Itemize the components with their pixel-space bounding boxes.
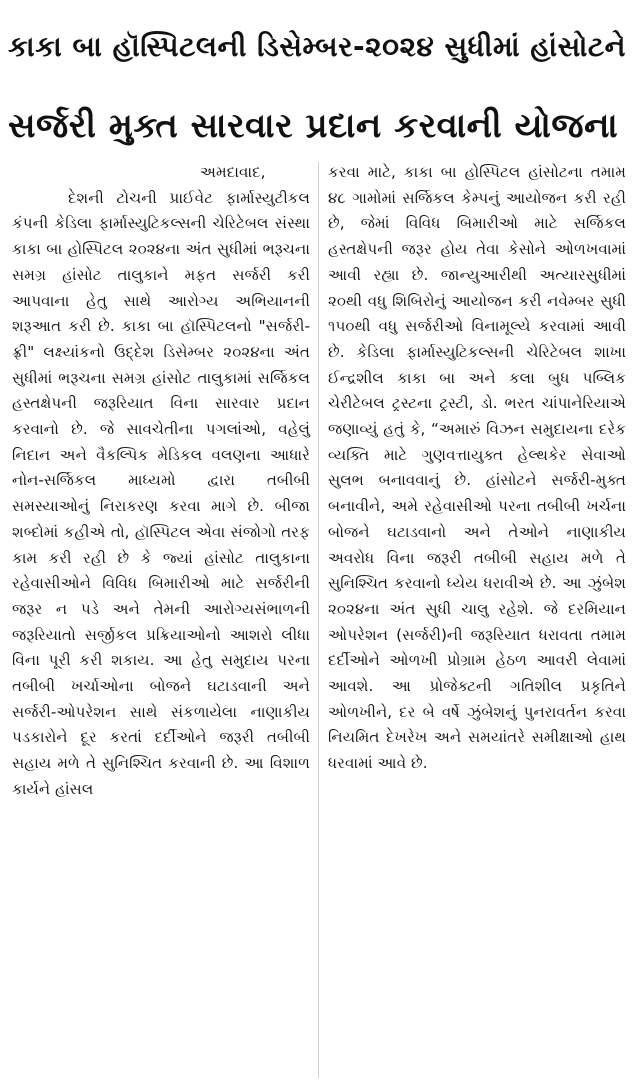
headline-line-2: સર્જરી મુક્ત સારવાર પ્રદાન કરવાની યોજના (8, 106, 619, 146)
headline-line-1: કાકા બા હૉસ્પિટલની ડિસેમ્બર-૨૦૨૪ સુધીમાં હાંસોટને (8, 30, 626, 63)
column-divider (318, 162, 319, 1078)
article-body-right: કરવા માટે, કાકા બા હોસ્પિટલ હાંસોટના તમામ ૪૮ ગામોમાં સર્જિકલ કેમ્પનું આયોજન કરી રહી છે, જેમાં વિવિધ બિમારીઓ માટે સર્જિકલ હસ્તક્ષેપની જરૂર હોય તેવા કેસોને ઓળખવામાં આવી રહ્યા છે. જાન્યુઆરીથી અત્યારસુધીમાં ૨૦થી વધુ શિબિરોનું આયોજન કરી નવેમ્બર સુધી ૧૫૦થી વધુ સર્જરીઓ વિનામૂલ્યે કરવામાં આવી છે. કેડિલા ફાર્માસ્યુટિકલ્સની ચેરિટેબલ શાખા ઈન્દ્રશીલ કાકા બા અને કલા બુધ પબ્લિક ચેરીટેબલ ટ્રસ્ટના ટ્રસ્ટી, ડો. ભરત ચાંપાનેરિયાએ જણાવ્યું હતું કે, “અમારું વિઝન સમુદાયના દરેક વ્યક્તિ માટે ગુણવત્તાયુક્ત હેલ્થકેર સેવાઓ સુલભ બનાવવાનું છે. હાંસોટને સર્જરી-મુક્ત બનાવીને, અમે રહેવાસીઓ પરના તબીબી ખર્ચના બોજને ઘટાડવાનો અને તેઓને નાણાકીય અવરોધ વિના જરૂરી તબીબી સહાય મળે તે સુનિશ્ચિત કરવાનો ધ્યેય ધરાવીએ છે. આ ઝુંબેશ ૨૦૨૪ના અંત સુધી ચાલુ રહેશે. જે દરમિયાન ઓપરેશન (સર્જરી)ની જરૂરિયાત ધરાવતા તમામ દર્દીઓને ઓળખી પ્રોગ્રામ હેઠળ આવરી લેવામાં આવશે. આ પ્રોજેક્ટની ગતિશીલ પ્રકૃતિને ઓળખીને, દર બે વર્ષે ઝુંબેશનું પુનરાવર્તન કરવા નિયમિત દેખરેખ અને સમયાંતરે સમીક્ષાઓ હાથ ધરવામાં આવે છે. (328, 163, 626, 773)
article-body-left: દેશની ટોચની પ્રાઈવેટ ફાર્માસ્યુટીકલ કંપની કેડિલા ફાર્માસ્યુટિકલ્સની ચેરિટેબલ સંસ્થા કાકા બા હોસ્પિટલ ૨૦૨૪ના અંત સુધીમાં ભરૂચના સમગ્ર હાંસોટ તાલુકાને મફત સર્જરી કરી આપવાના હેતુ સાથે આરોગ્ય અભિયાનની શરૂઆત કરી છે. કાકા બા હૉસ્પિટલનો "સર્જરી-ફ્રી" લક્ષ્યાંકનો ઉદ્દેશ ડિસેમ્બર ૨૦૨૪ના અંત સુધીમાં ભરૂચના સમગ્ર હાંસોટ તાલુકામાં સર્જિકલ હસ્તક્ષેપની જરૂરિયાત વિના સારવાર પ્રદાન કરવાનો છે. જે સાવચેતીના પગલાંઓ, વહેલું નિદાન અને વૈકલ્પિક મેડિકલ વલણના આધારે નોન-સર્જિકલ માધ્યમો દ્વારા તબીબી સમસ્યાઓનું નિરાકરણ કરવા માગે છે. બીજા શબ્દોમાં કહીએ તો, હૉસ્પિટલ એવા સંજોગો તરફ કામ કરી રહી છે કે જ્યાં હાંસોટ તાલુકાના રહેવાસીઓને વિવિધ બિમારીઓ માટે સર્જરીની જરૂર ન પડે અને તેમની આરોગ્યસંભાળની જરૂરિયાતો સર્જીકલ પ્રક્રિયાઓનો આશરો લીધા વિના પૂરી કરી શકાય. આ હેતુ સમુદાય પરના તબીબી ખર્ચાઓના બોજને ઘટાડવાની અને સર્જરી-ઓપરેશન સાથે સંકળાયેલા નાણાકીય પડકારોને દૂર કરતાં દર્દીઓને જરૂરી તબીબી સહાય મળે તે સુનિશ્ચિત કરવાની છે. આ વિશાળ કાર્યને હાંસલ (12, 188, 310, 798)
article-column-left (12, 160, 310, 803)
dateline: અમદાવાદ, (200, 163, 266, 181)
article-column-right (328, 160, 626, 777)
